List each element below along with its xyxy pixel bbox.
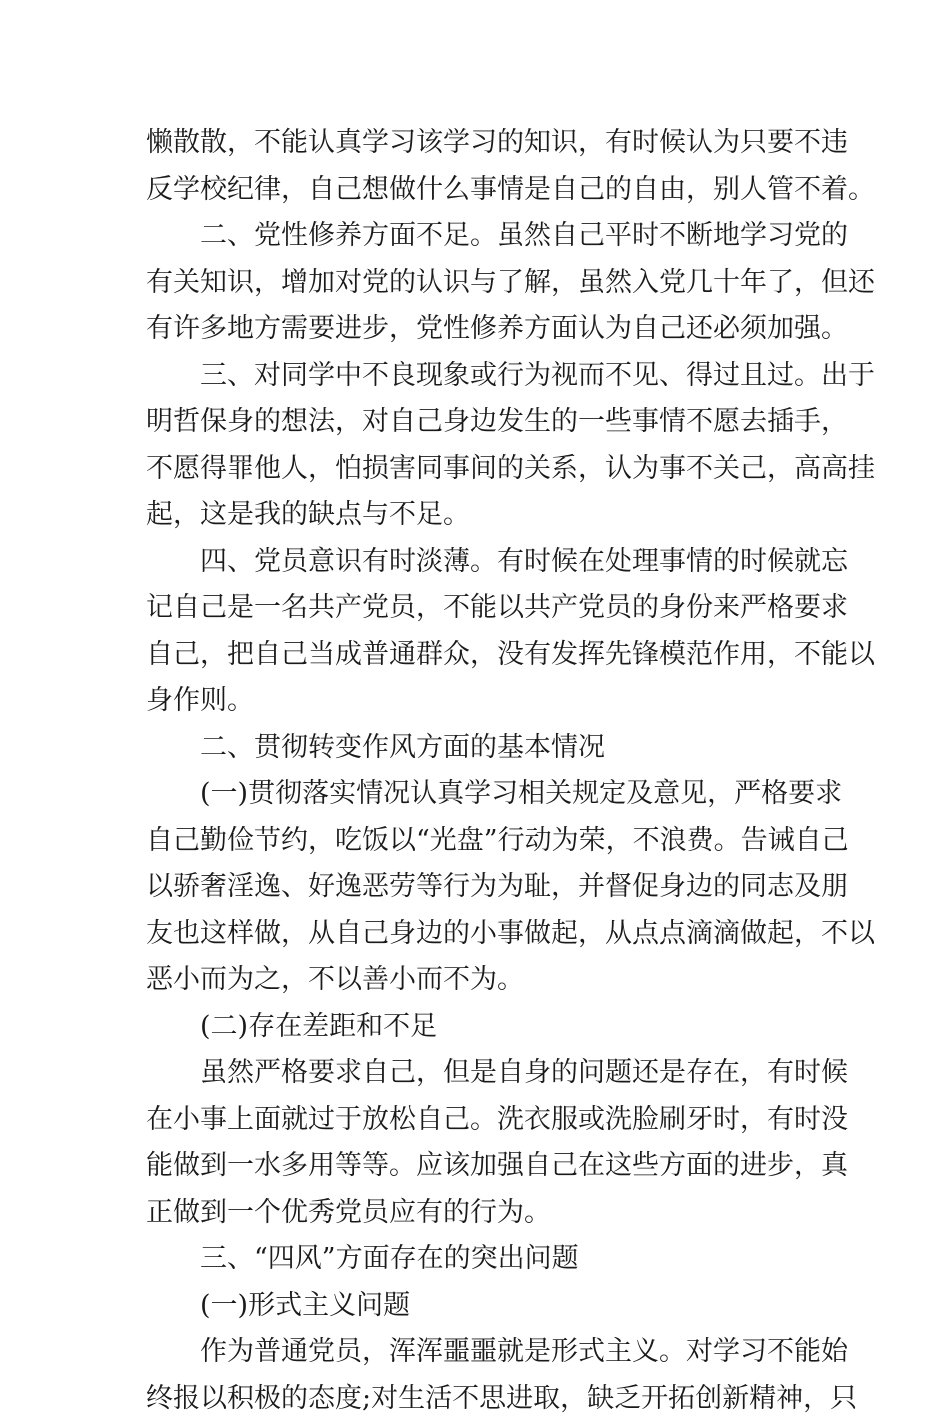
text-line: 自己，把自己当成普通群众，没有发挥先锋模范作用，不能以: [146, 632, 806, 679]
text-line: 作为普通党员，浑浑噩噩就是形式主义。对学习不能始: [146, 1329, 806, 1376]
text-line: 友也这样做，从自己身边的小事做起，从点点滴滴做起，不以: [146, 911, 806, 958]
text-line: 以骄奢淫逸、好逸恶劳等行为为耻，并督促身边的同志及朋: [146, 864, 806, 911]
text-line: 有许多地方需要进步，党性修养方面认为自己还必须加强。: [146, 306, 806, 353]
text-line: 虽然严格要求自己，但是自身的问题还是存在，有时候: [146, 1050, 806, 1097]
text-line: 能做到一水多用等等。应该加强自己在这些方面的进步，真: [146, 1143, 806, 1190]
text-line: 正做到一个优秀党员应有的行为。: [146, 1190, 806, 1237]
text-line: 终报以积极的态度;对生活不思进取，缺乏开拓创新精神，只: [146, 1376, 806, 1422]
text-line: 二、贯彻转变作风方面的基本情况: [146, 725, 806, 772]
text-line: 恶小而为之，不以善小而不为。: [146, 957, 806, 1004]
text-line: 记自己是一名共产党员，不能以共产党员的身份来严格要求: [146, 585, 806, 632]
text-line: (一)贯彻落实情况认真学习相关规定及意见，严格要求: [146, 771, 806, 818]
text-line: 在小事上面就过于放松自己。洗衣服或洗脸刷牙时，有时没: [146, 1097, 806, 1144]
document-body: [146, 120, 806, 1422]
text-line: 有关知识，增加对党的认识与了解，虽然入党几十年了，但还: [146, 260, 806, 307]
text-line: (一)形式主义问题: [146, 1283, 806, 1330]
text-line: 四、党员意识有时淡薄。有时候在处理事情的时候就忘: [146, 539, 806, 586]
text-line: 明哲保身的想法，对自己身边发生的一些事情不愿去插手，: [146, 399, 806, 446]
text-line: 不愿得罪他人，怕损害同事间的关系，认为事不关己，高高挂: [146, 446, 806, 493]
text-line: 三、“四风”方面存在的突出问题: [146, 1236, 806, 1283]
text-line: 懒散散，不能认真学习该学习的知识，有时候认为只要不违: [146, 120, 806, 167]
text-line: 反学校纪律，自己想做什么事情是自己的自由，别人管不着。: [146, 167, 806, 214]
text-line: 自己勤俭节约，吃饭以“光盘”行动为荣，不浪费。告诫自己: [146, 818, 806, 865]
text-line: (二)存在差距和不足: [146, 1004, 806, 1051]
text-line: 二、党性修养方面不足。虽然自己平时不断地学习党的: [146, 213, 806, 260]
text-line: 身作则。: [146, 678, 806, 725]
text-line: 起，这是我的缺点与不足。: [146, 492, 806, 539]
text-line: 三、对同学中不良现象或行为视而不见、得过且过。出于: [146, 353, 806, 400]
